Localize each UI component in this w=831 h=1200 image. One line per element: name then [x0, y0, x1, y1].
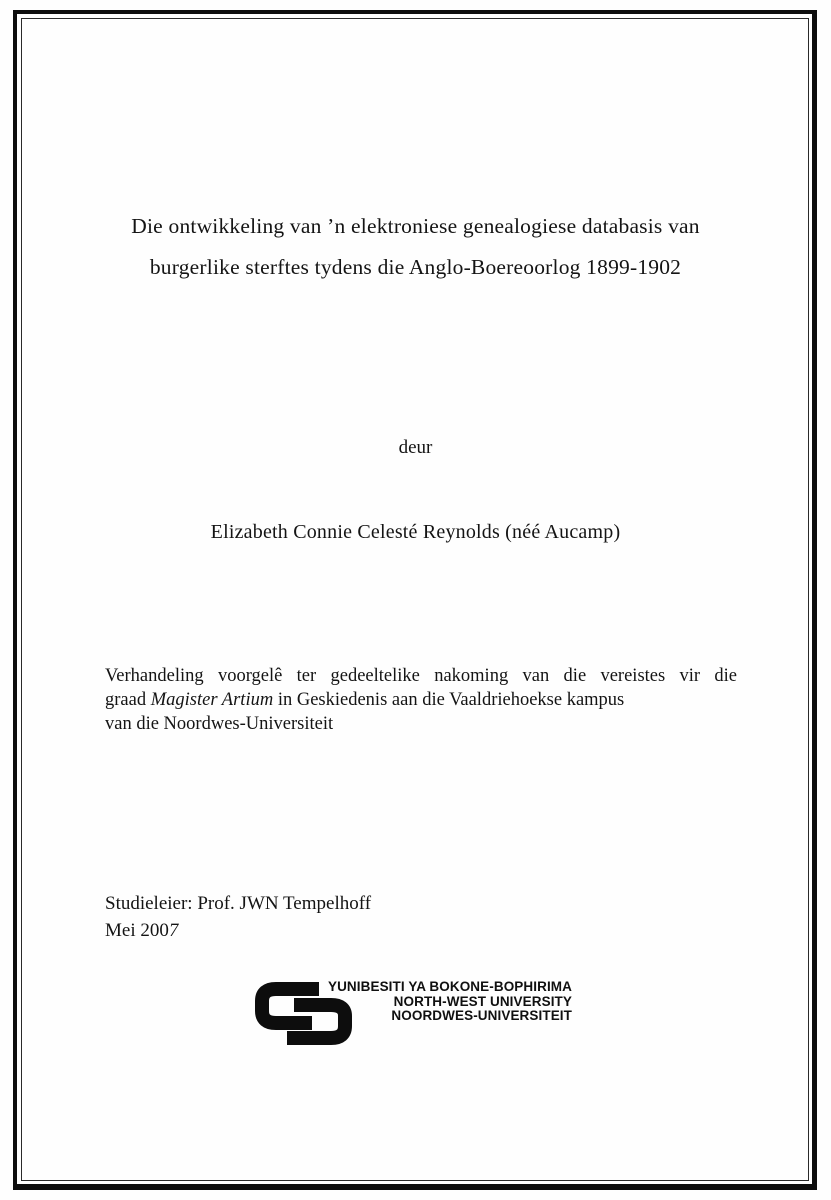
date-line [105, 917, 371, 944]
thesis-title-line-2: burgerlike sterftes tydens die Anglo-Boereoorlog 1899-1902 [149, 255, 682, 279]
degree-name-italic: Magister Artium [150, 690, 274, 710]
byline: deur [398, 437, 433, 458]
logo-line-afrikaans: NOORDWES-UNIVERSITEIT [391, 1008, 572, 1024]
university-logo [250, 976, 574, 1050]
degree-declaration [105, 664, 737, 736]
supervisor-line: Studieleier: Prof. JWN Tempelhoff [105, 893, 372, 914]
supervisor-block [105, 890, 371, 944]
thesis-title [60, 206, 771, 288]
university-logo-wordmark [328, 980, 572, 1024]
declaration-line-2-prefix: graad [105, 690, 151, 710]
date-prefix: Mei 200 [105, 920, 169, 941]
logo-line-setswana: YUNIBESITI YA BOKONE-BOPHIRIMA [327, 979, 572, 994]
logo-line-english: NORTH-WEST UNIVERSITY [393, 993, 572, 1009]
declaration-line-1: Verhandeling voorgelê ter gedeeltelike nakoming van die vereistes vir die [105, 666, 737, 686]
declaration-line-3: van die Noordwes-Universiteit [105, 714, 334, 734]
author-name: Elizabeth Connie Celesté Reynolds (néé Aucamp) [210, 521, 621, 543]
date-last-digit: 7 [167, 920, 180, 941]
declaration-line-2-suffix: in Geskiedenis aan die Vaaldriehoekse kampus [273, 690, 625, 710]
thesis-title-line-1: Die ontwikkeling van ’n elektroniese genealogiese databasis van [131, 214, 700, 238]
declaration-line-2 [105, 688, 737, 712]
